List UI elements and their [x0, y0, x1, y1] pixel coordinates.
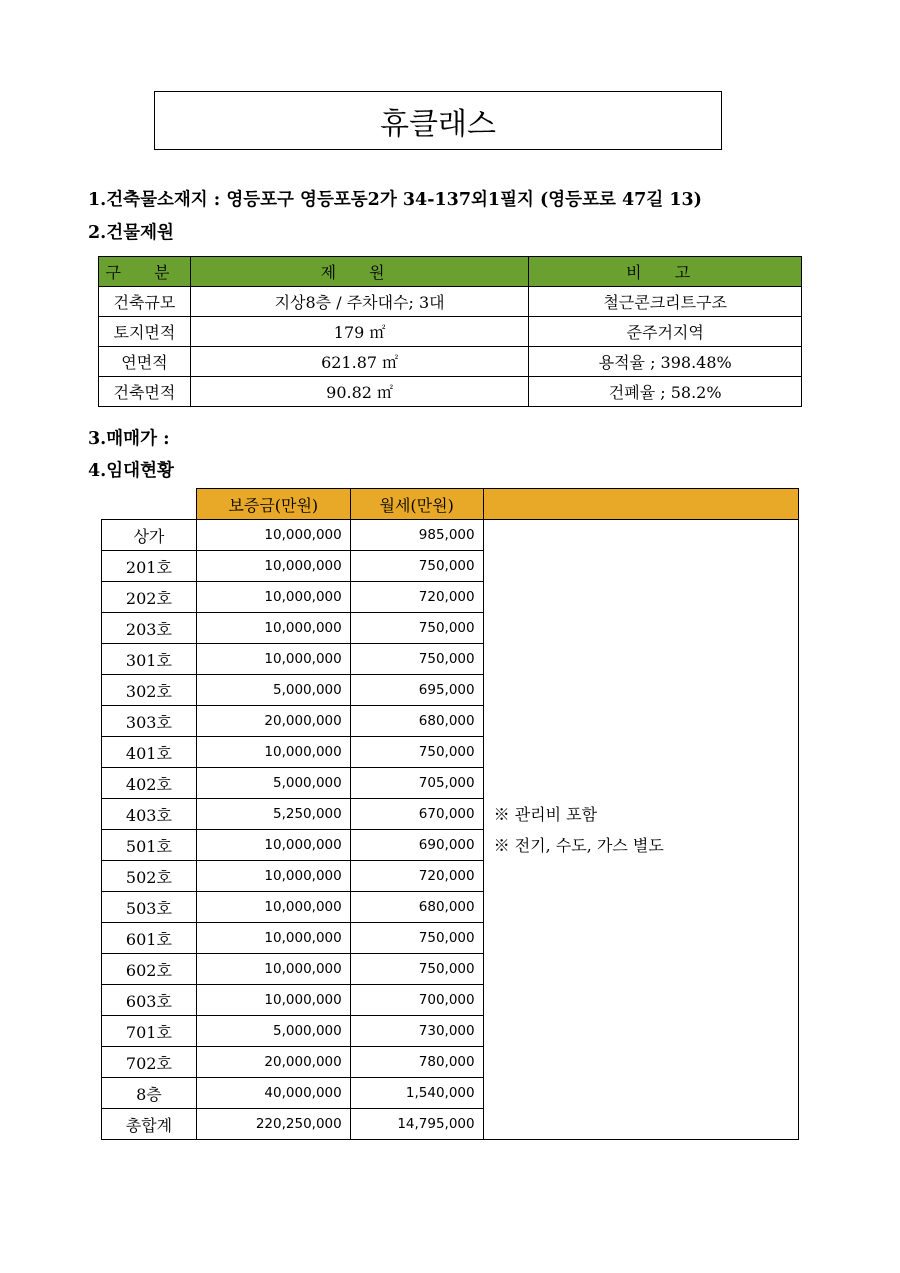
lease-note: ※ 관리비 포함: [493, 804, 598, 824]
lease-unit-cell: 602호: [102, 954, 197, 985]
lease-unit-cell: 702호: [102, 1047, 197, 1078]
lease-notes-cell: [483, 520, 798, 1140]
document-title: 휴클래스: [154, 91, 722, 150]
lease-rent-cell: 720,000: [350, 861, 483, 892]
lease-rent-cell: 680,000: [350, 892, 483, 923]
lease-deposit-cell: 20,000,000: [196, 706, 350, 737]
lease-unit-cell: 301호: [102, 644, 197, 675]
lease-status-table: [101, 488, 799, 1140]
lease-deposit-cell: 10,000,000: [196, 644, 350, 675]
lease-unit-cell: 403호: [102, 799, 197, 830]
spec-row: [99, 347, 802, 377]
building-spec-table: [98, 256, 802, 407]
lease-deposit-cell: 10,000,000: [196, 551, 350, 582]
lease-rent-cell: 780,000: [350, 1047, 483, 1078]
lease-header-deposit: 보증금(만원): [196, 489, 350, 520]
lease-unit-cell: 203호: [102, 613, 197, 644]
lease-rent-cell: 670,000: [350, 799, 483, 830]
lease-rent-cell: 750,000: [350, 551, 483, 582]
spec-header-remark: 비 고: [529, 257, 802, 287]
spec-remark-cell: 철근콘크리트구조: [529, 287, 802, 317]
lease-rent-cell: 750,000: [350, 613, 483, 644]
lease-header-notes: [483, 489, 798, 520]
spec-row: [99, 377, 802, 407]
lease-unit-cell: 402호: [102, 768, 197, 799]
lease-unit-cell: 501호: [102, 830, 197, 861]
spec-value-cell: 621.87 ㎡: [190, 347, 528, 377]
spec-heading: 2.건물제원: [88, 223, 174, 243]
spec-category-cell: 건축규모: [99, 287, 191, 317]
lease-rent-cell: 705,000: [350, 768, 483, 799]
lease-unit-cell: 601호: [102, 923, 197, 954]
lease-unit-cell: 603호: [102, 985, 197, 1016]
spec-category-cell: 건축면적: [99, 377, 191, 407]
lease-deposit-cell: 220,250,000: [196, 1109, 350, 1140]
lease-rent-cell: 680,000: [350, 706, 483, 737]
lease-note: ※ 전기, 수도, 가스 별도: [493, 835, 664, 855]
lease-rent-cell: 750,000: [350, 737, 483, 768]
lease-rent-cell: 720,000: [350, 582, 483, 613]
spec-value-cell: 지상8층 / 주차대수; 3대: [190, 287, 528, 317]
spec-row: [99, 317, 802, 347]
lease-deposit-cell: 40,000,000: [196, 1078, 350, 1109]
lease-deposit-cell: 10,000,000: [196, 923, 350, 954]
spec-category-cell: 연면적: [99, 347, 191, 377]
lease-deposit-cell: 10,000,000: [196, 892, 350, 923]
spec-row: [99, 287, 802, 317]
lease-deposit-cell: 5,000,000: [196, 1016, 350, 1047]
lease-rent-cell: 750,000: [350, 954, 483, 985]
lease-rent-cell: 14,795,000: [350, 1109, 483, 1140]
lease-unit-cell: 총합계: [102, 1109, 197, 1140]
lease-deposit-cell: 10,000,000: [196, 830, 350, 861]
lease-unit-cell: 8층: [102, 1078, 197, 1109]
lease-rent-cell: 690,000: [350, 830, 483, 861]
lease-unit-cell: 202호: [102, 582, 197, 613]
spec-value-cell: 90.82 ㎡: [190, 377, 528, 407]
price-heading: 3.매매가 :: [88, 429, 170, 449]
lease-unit-cell: 503호: [102, 892, 197, 923]
lease-deposit-cell: 5,000,000: [196, 675, 350, 706]
location-line: 1.건축물소재지 : 영등포구 영등포동2가 34-137외1필지 (영등포로 47길 13): [88, 190, 702, 210]
spec-category-cell: 토지면적: [99, 317, 191, 347]
lease-rent-cell: 1,540,000: [350, 1078, 483, 1109]
lease-unit-cell: 201호: [102, 551, 197, 582]
lease-row: [102, 520, 799, 551]
lease-rent-cell: 750,000: [350, 923, 483, 954]
lease-deposit-cell: 10,000,000: [196, 582, 350, 613]
lease-deposit-cell: 10,000,000: [196, 985, 350, 1016]
lease-rent-cell: 985,000: [350, 520, 483, 551]
lease-rent-cell: 695,000: [350, 675, 483, 706]
spec-value-cell: 179 ㎡: [190, 317, 528, 347]
spec-header-row: [99, 257, 802, 287]
lease-deposit-cell: 10,000,000: [196, 954, 350, 985]
spec-remark-cell: 준주거지역: [529, 317, 802, 347]
lease-unit-cell: 302호: [102, 675, 197, 706]
lease-header-row: [102, 489, 799, 520]
lease-heading: 4.임대현황: [88, 461, 174, 481]
lease-deposit-cell: 10,000,000: [196, 737, 350, 768]
lease-unit-cell: 502호: [102, 861, 197, 892]
lease-deposit-cell: 5,000,000: [196, 768, 350, 799]
lease-unit-cell: 303호: [102, 706, 197, 737]
lease-rent-cell: 700,000: [350, 985, 483, 1016]
lease-header-corner: [102, 489, 197, 520]
lease-deposit-cell: 10,000,000: [196, 861, 350, 892]
lease-unit-cell: 701호: [102, 1016, 197, 1047]
lease-deposit-cell: 5,250,000: [196, 799, 350, 830]
spec-remark-cell: 용적율 ; 398.48%: [529, 347, 802, 377]
lease-rent-cell: 750,000: [350, 644, 483, 675]
lease-unit-cell: 401호: [102, 737, 197, 768]
lease-rent-cell: 730,000: [350, 1016, 483, 1047]
lease-unit-cell: 상가: [102, 520, 197, 551]
lease-deposit-cell: 20,000,000: [196, 1047, 350, 1078]
spec-header-spec: 제 원: [190, 257, 528, 287]
lease-header-rent: 월세(만원): [350, 489, 483, 520]
spec-header-category: 구 분: [99, 257, 191, 287]
lease-deposit-cell: 10,000,000: [196, 520, 350, 551]
spec-remark-cell: 건폐율 ; 58.2%: [529, 377, 802, 407]
lease-deposit-cell: 10,000,000: [196, 613, 350, 644]
